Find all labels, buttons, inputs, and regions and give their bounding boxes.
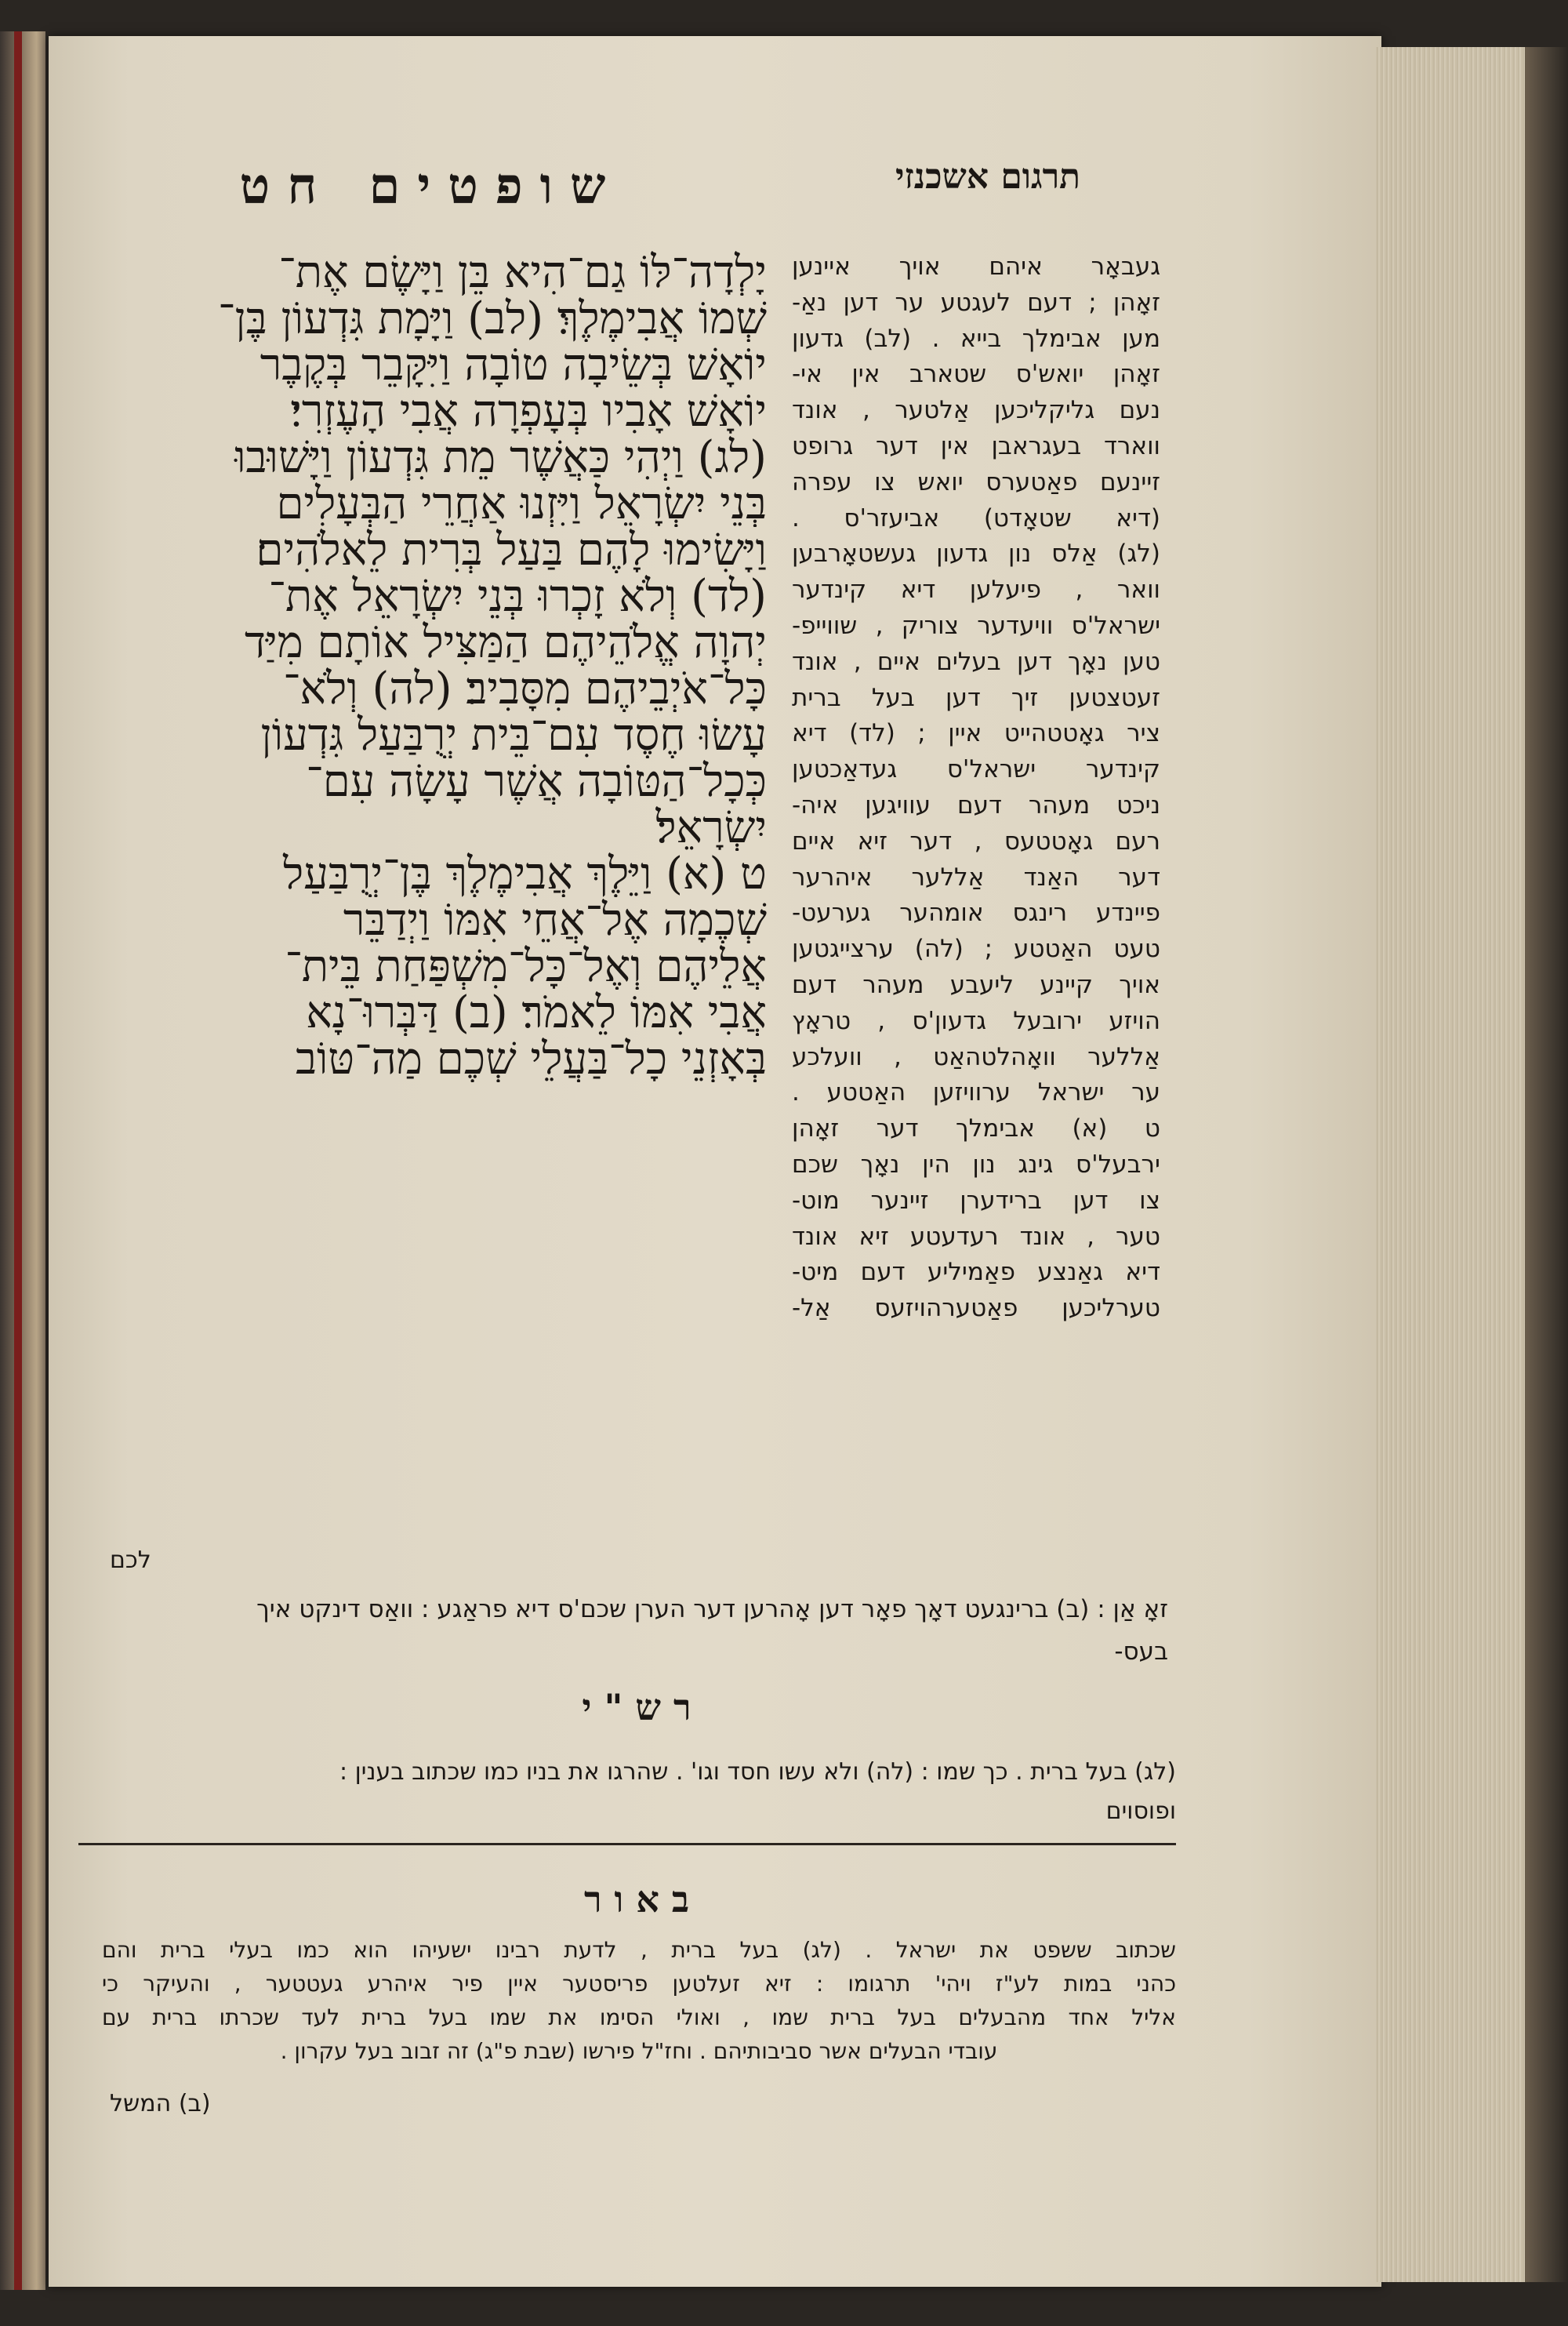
main-text-line: (לג) וַיְהִי כַּאֲשֶׁר מֵת גִּדְעוֹן וַיָּשׁוּבוּ bbox=[234, 434, 767, 481]
catchword: לכם bbox=[110, 1546, 151, 1574]
main-text-line: אֲלֵיהֶם וְאֶל־כָּל־מִשְׁפַּחַת בֵּית־ bbox=[285, 943, 767, 990]
targum-line: זאָהן יואש'ס שטארב אין אי- bbox=[792, 360, 1160, 389]
main-text-line: יוֹאָשׁ בְּשֵׂיבָה טוֹבָה וַיִּקָּבֵר בְּקֶבֶר bbox=[260, 342, 767, 388]
book-spine bbox=[14, 31, 22, 2290]
running-head-book: שופטים חט bbox=[239, 157, 623, 216]
main-text-line: כָּל־אֹיְבֵיהֶם מִסָּבִיב׃ (לה) וְלֹא־ bbox=[283, 666, 767, 712]
main-text-line: בְּנֵי יִשְׂרָאֵל וַיִּזְנוּ אַחֲרֵי הַבְּעָלִים bbox=[276, 481, 767, 527]
targum-line: טען נאָך דען בעלים איים , אונד bbox=[792, 647, 1160, 676]
targum-line: געבאָר איהם אויך איינען bbox=[792, 253, 1160, 281]
targum-line: הויזע ירובעל גדעון'ס , טראָץ bbox=[792, 1006, 1160, 1035]
footer-catchword: (ב) המשל bbox=[110, 2090, 211, 2117]
targum-line: אויך קיינע ליעבע מעהר דעם bbox=[792, 970, 1160, 999]
main-text-line: יְהוָה אֱלֹהֵיהֶם הַמַּצִּיל אוֹתָם מִיַּד bbox=[245, 620, 767, 666]
main-text-line: אֲבִי אִמּוֹ לֵאמֹר׃ (ב) דַּבְּרוּ־נָא bbox=[306, 990, 767, 1036]
targum-line: זיינעם פאַטערס יואש צו עפרה bbox=[792, 467, 1160, 496]
targum-line: טער , אונד רעדעטע זיא אונד bbox=[792, 1222, 1160, 1251]
targum-line: (דיא שטאָדט) אביעזר'ס . bbox=[792, 503, 1160, 532]
targum-line: צו דען ברידערן זיינער מוט- bbox=[792, 1186, 1160, 1215]
targum-line: ציר גאָטטהייט איין ; (לד) דיא bbox=[792, 719, 1160, 748]
targum-line: (לג) אַלס נון גדעון געשטאָרבען bbox=[792, 540, 1160, 569]
targum-line: נעם גליקליכען אַלטער , אונד bbox=[792, 396, 1160, 425]
rashi-commentary bbox=[110, 1753, 1176, 1831]
targum-line: טעט האַטטע ; (לה) ערצייגטען bbox=[792, 935, 1160, 964]
main-text-line: שְׁכֶמָה אֶל־אֲחֵי אִמּוֹ וַיְדַבֵּר bbox=[343, 897, 767, 943]
main-text-line: עָשׂוּ חֶסֶד עִם־בֵּית יְרֻבַּעַל גִּדְעוֹן bbox=[260, 712, 767, 758]
biur-line: כהני במות לע"ז ויהי' תרגומו : זיא זעלטען פריסטער איין פיר איהרע געטטער , והעיקר כי bbox=[102, 1971, 1176, 1997]
targum-line: ירבעל'ס גינג נון הין נאָך שכם bbox=[792, 1150, 1160, 1179]
targum-spill-line: זאָ אַן : (ב) ברינגעט דאָך פאָר דען אָהרען דער הערן שכם'ס דיא פראַגע : וואַס דינקט איך bbox=[256, 1595, 1168, 1623]
targum-line: דער האַנד אַללער איהרער bbox=[792, 863, 1160, 892]
targum-line: פיינדע רינגס אומהער גערעט- bbox=[792, 899, 1160, 928]
main-text-line: שְׁמוֹ אֲבִימֶלֶךְ׃ (לב) וַיָּמָת גִּדְעוֹן בֶּן־ bbox=[218, 296, 767, 342]
main-text-line: יוֹאָשׁ אָבִיו בְּעָפְרָה אֲבִי הָעֶזְרִי׃ bbox=[290, 388, 767, 434]
main-text-line: בְּאָזְנֵי כָל־בַּעֲלֵי שְׁכֶם מַה־טּוֹב bbox=[295, 1036, 767, 1082]
main-text-line: (לד) וְלֹא זָכְרוּ בְּנֵי יִשְׂרָאֵל אֶת־ bbox=[268, 573, 767, 620]
main-text-line: יָלְדָה־לּוֹ גַם־הִיא בֵּן וַיָּשֶׂם אֶת־ bbox=[278, 249, 767, 296]
biur-line: אליל אחד מהבעלים בעל ברית שמו , ואולי הסימו את שמו בעל ברית לעד שכרתו ברית עם bbox=[102, 2004, 1176, 2030]
main-text-line: וַיָּשִׂימוּ לָהֶם בַּעַל בְּרִית לֵאלֹהִים׃ bbox=[256, 527, 767, 573]
biur-line: עובדי הבעלים אשר סביבותיהם . וחז"ל פירשו (שבת פ"ג) זה זבוב בעל עקרון . bbox=[280, 2038, 998, 2064]
main-text-line: כְּכָל־הַטּוֹבָה אֲשֶׁר עָשָׂה עִם־ bbox=[306, 758, 767, 805]
targum-line: טערליכען פאַטערהויזעס אַל- bbox=[792, 1294, 1160, 1323]
targum-line: מען אבימלך בייא . (לב) גדעון bbox=[792, 324, 1160, 353]
running-head-targum: תרגום אשכנזי bbox=[895, 157, 1081, 197]
section-divider bbox=[78, 1843, 1176, 1845]
biur-heading: באור bbox=[583, 1878, 702, 1921]
main-text-line: ט (א) וַיֵּלֶךְ אֲבִימֶלֶךְ בֶּן־יְרֻבַּעַל bbox=[283, 851, 767, 897]
biur-line: שכתוב ששפט את ישראל . (לג) בעל ברית , לדעת רבינו ישעיהו הוא כמו בעלי ברית והם bbox=[102, 1937, 1176, 1963]
targum-line: ווארד בעגראבן אין דער גרופט bbox=[792, 431, 1160, 460]
targum-line: אַללער וואָהלטהאַט , וועלכע bbox=[792, 1042, 1160, 1071]
targum-line: ער ישראל ערוויזען האַטטע . bbox=[792, 1078, 1160, 1107]
targum-spill-line: בעס- bbox=[1114, 1637, 1168, 1666]
main-text-line: יִשְׂרָאֵל׃ bbox=[655, 805, 767, 851]
targum-line: ניכט מעהר דעם עוויגען איה- bbox=[792, 790, 1160, 820]
targum-line: וואר , פיעלען דיא קינדער bbox=[792, 576, 1160, 605]
targum-line: זעטצטען זיך דען בעל ברית bbox=[792, 683, 1160, 712]
biur-commentary bbox=[102, 1933, 1176, 2068]
targum-column bbox=[792, 249, 1160, 1327]
targum-line: דיא גאַנצע פאַמיליע דעם מיט- bbox=[792, 1258, 1160, 1287]
targum-line: קינדער ישראל'ס געדאַכטען bbox=[792, 755, 1160, 784]
targum-line: רעם גאָטטעס , דער זיא איים bbox=[792, 827, 1160, 856]
previous-page-edge bbox=[0, 31, 45, 2290]
targum-line: ישראל'ס וויעדער צוריק , שווייפ- bbox=[792, 611, 1160, 640]
rashi-line: (לג) בעל ברית . כך שמו : (לה) ולא עשו חסד וגו' . שהרגו את בניו כמו שכתוב בענין : bbox=[339, 1758, 1176, 1786]
fore-edge-shadow bbox=[1525, 47, 1568, 2282]
rashi-line: ופוסוים bbox=[1105, 1797, 1176, 1825]
targum-spill-text bbox=[78, 1588, 1168, 1673]
page-fore-edge bbox=[1376, 47, 1533, 2282]
main-vocalized-text bbox=[61, 249, 767, 1082]
targum-line: זאָהן ; דעם לעגטע ער דען נאַ- bbox=[792, 288, 1160, 317]
targum-line: ט (א) אבימלך דער זאָהן bbox=[792, 1114, 1160, 1143]
rashi-heading: רש"י bbox=[582, 1686, 704, 1728]
